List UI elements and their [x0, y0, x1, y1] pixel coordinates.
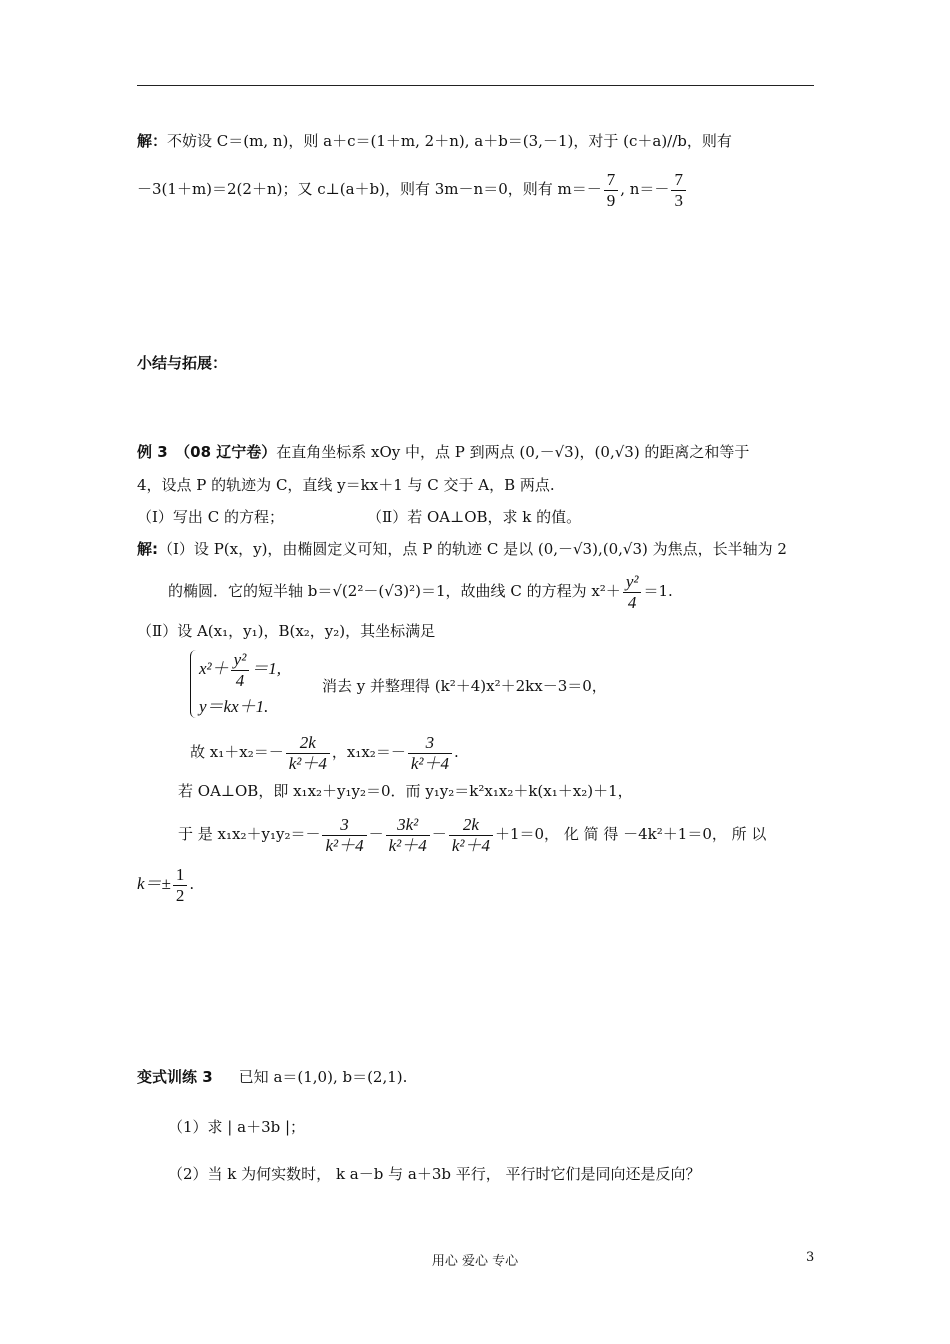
fraction-c: $\frac{2k}{\text{k²＋4}}$ [449, 815, 493, 855]
solution-3-p1-line-2a: 的椭圆．它的短半轴 b＝√(2²－(√3)²)＝1，故曲线 C 的方程为 x²＋ [168, 582, 621, 601]
fraction-sum: $\frac{2k}{\text{k²＋4}}$ [286, 733, 330, 773]
example-3-label: 例 3 （08 辽宁卷） [137, 443, 277, 461]
solution-1-text-2a: －3(1＋m)＝2(2＋n)；又 c⊥(a＋b)，则有 3m－n＝0，则有 m＝－ [137, 180, 602, 199]
exercise-3-label: 变式训练 3 [137, 1068, 213, 1086]
solution-1-text: 不妨设 C＝(m, n)，则 a＋c＝(1＋m, 2＋n), a＋b＝(3,－1)，对于 (c＋a)//b，则有 [167, 132, 732, 150]
header-rule [137, 85, 814, 86]
exercise-3-intro: 已知 a＝(1,0), b＝(2,1). [238, 1068, 408, 1086]
solution-3-line-2 [168, 572, 848, 612]
period-2: . [189, 875, 195, 894]
exercise-3-q2: （2）当 k 为何实数时， k a－b 与 a＋3b 平行， 平行时它们是同向还是反向？ [168, 1165, 701, 1183]
substitution-line [178, 815, 858, 855]
solution-1-line-2 [137, 170, 817, 210]
fraction-y2-over-4: $\frac{\text{y²}}{4}$ [623, 572, 642, 612]
k-result [137, 865, 817, 905]
exercise-3-q1: （1）求 | a＋3b |； [168, 1118, 306, 1136]
summary-heading: 小结与拓展： [137, 354, 228, 372]
example-3-questions [137, 508, 817, 528]
substitution-text-a: 于 是 x₁x₂＋y₁y₂＝－ [178, 825, 321, 844]
solution-3-part-2-intro: （Ⅱ）设 A(x₁，y₁)，B(x₂，y₂)，其坐标满足 [137, 622, 436, 640]
page-number: 3 [806, 1250, 815, 1265]
solution-label: 解： [137, 132, 168, 150]
system-brace [190, 650, 281, 718]
minus-sign: － [368, 825, 384, 844]
vieta-product-text: ，x₁x₂＝－ [331, 743, 406, 762]
fraction-b: $\frac{\text{3k²}}{\text{k²＋4}}$ [386, 815, 430, 855]
minus-sign-2: － [431, 825, 447, 844]
vieta-line [190, 733, 870, 773]
system-eq-1: x²＋ $\frac{\text{y²}}{4}$ ＝1, [199, 650, 282, 690]
perpendicular-line: 若 OA⊥OB，即 x₁x₂＋y₁y₂＝0．而 y₁y₂＝k²x₁x₂＋k(x₁＋x₂)＋1， [178, 782, 633, 800]
solution-3-p1-line-1: （Ⅰ）设 P(x，y)，由椭圆定义可知，点 P 的轨迹 C 是以 (0,－√3),(0,√3) 为焦点，长半轴为 2 [158, 540, 787, 558]
exercise-3-line [137, 1068, 817, 1088]
example-3-q2: （Ⅱ）若 OA⊥OB，求 k 的值。 [367, 508, 582, 526]
example-3-text-1: 在直角坐标系 xOy 中，点 P 到两点 (0,－√3)，(0,√3) 的距离之和等于 [276, 443, 750, 461]
substitution-text-b: ＋1＝0， 化 简 得 －4k²＋1＝0， 所 以 [494, 825, 767, 844]
example-3-line-1 [137, 443, 817, 463]
k-result-text: k＝± [137, 874, 171, 894]
solution-1-text-2b: , n＝－ [620, 180, 670, 199]
solution-3-label: 解: [137, 540, 158, 558]
eliminate-step: 消去 y 并整理得 (k²＋4)x²＋2kx－3＝0， [322, 677, 607, 695]
solution-3-line-1 [137, 540, 817, 560]
example-3-line-2: 4，设点 P 的轨迹为 C，直线 y＝kx＋1 与 C 交于 A，B 两点. [137, 476, 555, 494]
fraction-product: $\frac{3}{\text{k²＋4}}$ [408, 733, 452, 773]
page-footer: 用心 爱心 专心 [431, 1254, 519, 1269]
fraction-half: $\frac{1}{2}$ [173, 865, 188, 905]
vieta-sum-text: 故 x₁＋x₂＝－ [190, 743, 284, 762]
fraction-m: $\frac{7}{9}$ [604, 170, 619, 210]
example-3-q1: （Ⅰ）写出 C 的方程； [137, 508, 284, 526]
solution-3-p1-line-2b: ＝1. [643, 582, 673, 601]
fraction-n: $\frac{7}{3}$ [671, 170, 686, 210]
fraction-a: $\frac{3}{\text{k²＋4}}$ [322, 815, 366, 855]
fraction-y2-over-4-b: $\frac{\text{y²}}{4}$ [231, 650, 250, 690]
system-eq-2: y＝kx＋1. [199, 697, 269, 717]
solution-1-line-1 [137, 132, 817, 152]
period: . [453, 743, 459, 762]
